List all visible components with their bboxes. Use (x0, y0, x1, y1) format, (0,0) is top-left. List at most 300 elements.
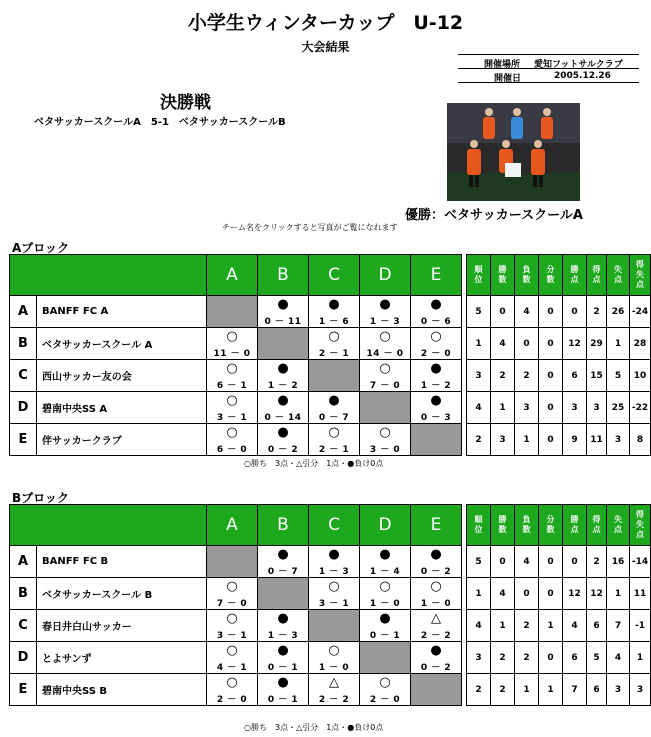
stat-cell: 3 (563, 392, 587, 424)
stat-header (539, 255, 563, 296)
result-symbol-icon: ○ (430, 329, 442, 344)
stat-cell: 1 (630, 642, 651, 674)
match-score: 0 － 3 (420, 413, 452, 423)
stat-cell: 3 (467, 642, 491, 674)
row-letter: B (10, 578, 37, 610)
stat-header (607, 255, 630, 296)
result-symbol-icon: ○ (379, 361, 391, 376)
match-cell (360, 360, 411, 392)
stat-header-label: 失点 (614, 265, 622, 284)
stat-header-label: 順位 (474, 515, 483, 534)
stat-cell: 11 (587, 424, 607, 456)
self-match-cell (258, 578, 309, 610)
stat-cell: 4 (467, 610, 491, 642)
match-score: 1 － 4 (369, 567, 401, 577)
stat-cell: 1 (467, 578, 491, 610)
match-score: 1 － 3 (318, 567, 350, 577)
column-header-label: B (277, 515, 289, 535)
team-row (10, 610, 651, 642)
result-symbol-icon: ● (277, 297, 289, 312)
stat-header (539, 505, 563, 546)
stat-cell: 0 (563, 296, 587, 328)
date-label: 開催日 (494, 74, 522, 84)
match-result (360, 424, 410, 455)
match-cell (309, 674, 360, 706)
match-cell (309, 392, 360, 424)
row-letter: A (10, 546, 37, 578)
block-label: Aブロック (12, 241, 70, 255)
row-letter: C (10, 360, 37, 392)
result-symbol-icon: ● (277, 393, 289, 408)
date-row (458, 68, 639, 83)
result-symbol-icon: ○ (226, 393, 238, 408)
result-symbol-icon: ○ (328, 425, 340, 440)
stat-header (467, 255, 491, 296)
result-symbol-icon: ○ (226, 361, 238, 376)
stat-cell: 16 (607, 546, 630, 578)
match-result (411, 360, 461, 391)
stat-header (491, 255, 515, 296)
team-name-link[interactable]: 碧南中央SS A (37, 392, 207, 424)
stat-cell: 1 (515, 424, 539, 456)
match-score: 0 － 6 (420, 317, 452, 327)
match-score: 6 － 0 (216, 445, 248, 455)
stat-cell: 6 (563, 360, 587, 392)
stat-cell: 1 (515, 674, 539, 706)
match-result (207, 610, 257, 641)
page-title: 小学生ウィンターカップ U-12 (187, 12, 464, 34)
stat-cell: 3 (607, 674, 630, 706)
stat-cell: 2 (515, 360, 539, 392)
stat-cell: 2 (467, 424, 491, 456)
match-cell (258, 296, 309, 328)
stat-header-label: 勝数 (498, 515, 507, 534)
stat-cell: 1 (607, 578, 630, 610)
match-cell (360, 610, 411, 642)
team-name-link[interactable]: 碧南中央SS B (37, 674, 207, 706)
stat-cell: -14 (630, 546, 651, 578)
header-row (10, 255, 651, 296)
match-cell (309, 296, 360, 328)
stat-cell: -22 (630, 392, 651, 424)
stat-cell: 0 (539, 642, 563, 674)
match-cell (411, 642, 462, 674)
result-symbol-icon: ● (277, 643, 289, 658)
match-score: 1 － 0 (318, 663, 350, 673)
match-result (207, 424, 257, 455)
stat-cell: 0 (491, 546, 515, 578)
stat-cell: 2 (491, 674, 515, 706)
self-match-cell (411, 674, 462, 706)
stat-cell: 1 (539, 674, 563, 706)
match-cell (360, 578, 411, 610)
stat-cell: 4 (467, 392, 491, 424)
team-row (10, 360, 651, 392)
result-symbol-icon: ○ (226, 329, 238, 344)
match-score: 3 － 0 (369, 445, 401, 455)
match-result (411, 296, 461, 327)
self-match-cell (207, 546, 258, 578)
match-score: 2 － 0 (420, 349, 452, 359)
match-cell (309, 578, 360, 610)
match-cell (411, 610, 462, 642)
match-result (207, 674, 257, 705)
match-result (207, 642, 257, 673)
standings-table (9, 254, 651, 456)
result-symbol-icon: ○ (226, 611, 238, 626)
match-result (258, 610, 308, 641)
column-header-label: A (226, 265, 238, 285)
column-header (207, 255, 258, 296)
stat-cell: 26 (607, 296, 630, 328)
match-result (411, 392, 461, 423)
stat-cell: 2 (515, 610, 539, 642)
stat-cell: -24 (630, 296, 651, 328)
match-cell (258, 546, 309, 578)
stat-cell: 4 (563, 610, 587, 642)
match-result (309, 546, 359, 577)
self-match-cell (360, 642, 411, 674)
match-result (258, 424, 308, 455)
stat-cell: 1 (467, 328, 491, 360)
match-cell (309, 328, 360, 360)
stat-cell: 1 (491, 610, 515, 642)
match-score: 7 － 0 (369, 381, 401, 391)
self-match-cell (309, 360, 360, 392)
match-cell (411, 578, 462, 610)
team-name-link[interactable]: BANFF FC A (37, 296, 207, 328)
match-result (360, 674, 410, 705)
stat-header-label: 負数 (522, 265, 531, 284)
stat-cell: 0 (539, 546, 563, 578)
stat-cell: 3 (467, 360, 491, 392)
result-symbol-icon: ● (430, 297, 442, 312)
self-match-cell (411, 424, 462, 456)
match-score: 14 － 0 (366, 349, 404, 359)
match-cell (207, 642, 258, 674)
result-symbol-icon: ● (328, 547, 340, 562)
match-result (258, 392, 308, 423)
match-result (207, 328, 257, 359)
match-score: 1 － 3 (267, 631, 299, 641)
result-symbol-icon: ● (430, 393, 442, 408)
stat-cell: 10 (630, 360, 651, 392)
match-cell (258, 424, 309, 456)
match-score: 2 － 0 (369, 695, 401, 705)
column-header (258, 505, 309, 546)
match-cell (207, 328, 258, 360)
stat-cell: 3 (587, 392, 607, 424)
match-score: 0 － 2 (267, 445, 299, 455)
stat-cell: 6 (587, 610, 607, 642)
match-score: 0 － 14 (264, 413, 302, 423)
match-result (360, 610, 410, 641)
match-cell (360, 674, 411, 706)
team-row (10, 578, 651, 610)
stat-header (491, 505, 515, 546)
match-result (411, 578, 461, 609)
self-match-cell (360, 392, 411, 424)
match-result (309, 424, 359, 455)
date-value: 2005.12.26 (554, 71, 611, 81)
result-symbol-icon: ● (430, 643, 442, 658)
block-label: Bブロック (12, 491, 69, 505)
stat-header-label: 負数 (522, 515, 531, 534)
stat-header (630, 505, 651, 546)
match-result (360, 360, 410, 391)
match-result (207, 360, 257, 391)
column-header-label: D (378, 265, 392, 285)
row-letter: D (10, 642, 37, 674)
self-match-cell (207, 296, 258, 328)
result-symbol-icon: ○ (379, 425, 391, 440)
team-name-link[interactable]: BANFF FC B (37, 546, 207, 578)
row-letter: E (10, 424, 37, 456)
match-cell (258, 392, 309, 424)
column-header-label: C (328, 265, 340, 285)
stat-cell: 0 (515, 578, 539, 610)
match-score: 0 － 1 (369, 631, 401, 641)
stat-header-label: 得点 (592, 265, 601, 284)
match-score: 2 － 1 (318, 349, 350, 359)
match-result (360, 296, 410, 327)
match-score: 1 － 0 (420, 599, 452, 609)
stat-cell: 2 (587, 296, 607, 328)
match-result (411, 642, 461, 673)
stat-cell: 3 (607, 424, 630, 456)
column-header (411, 505, 462, 546)
stat-cell: 0 (563, 546, 587, 578)
stat-cell: 5 (587, 642, 607, 674)
result-symbol-icon: ● (328, 297, 340, 312)
match-result (309, 296, 359, 327)
result-symbol-icon: ○ (328, 329, 340, 344)
result-symbol-icon: ● (277, 547, 289, 562)
result-symbol-icon: ● (277, 611, 289, 626)
stat-cell: 8 (630, 424, 651, 456)
stat-header (587, 255, 607, 296)
stat-cell: 7 (607, 610, 630, 642)
team-name-link[interactable]: ベタサッカースクール A (37, 328, 207, 360)
stat-cell: 4 (491, 578, 515, 610)
stat-cell: 9 (563, 424, 587, 456)
match-result (309, 642, 359, 673)
match-cell (411, 360, 462, 392)
header-corner (10, 505, 207, 546)
column-header (309, 505, 360, 546)
result-symbol-icon: ● (277, 425, 289, 440)
legend: ○勝ち 3点・△引分 1点・●負け0点 (244, 459, 384, 468)
row-letter: A (10, 296, 37, 328)
team-name-link[interactable]: 西山サッカー友の会 (37, 360, 207, 392)
match-result (258, 674, 308, 705)
stat-cell: 3 (515, 392, 539, 424)
stat-cell: 5 (467, 546, 491, 578)
column-header (360, 505, 411, 546)
stat-cell: 0 (539, 296, 563, 328)
stat-cell: 12 (563, 328, 587, 360)
result-symbol-icon: ● (379, 611, 391, 626)
result-symbol-icon: ○ (379, 675, 391, 690)
team-name-link[interactable]: ベタサッカースクール B (37, 578, 207, 610)
match-score: 2 － 2 (420, 631, 452, 641)
stat-header-label: 順位 (474, 265, 483, 284)
result-symbol-icon: ● (430, 547, 442, 562)
result-symbol-icon: ● (277, 361, 289, 376)
stat-cell: 1 (539, 610, 563, 642)
match-cell (258, 360, 309, 392)
stat-header (630, 255, 651, 296)
team-row (10, 424, 651, 456)
match-result (258, 360, 308, 391)
stat-cell: 4 (491, 328, 515, 360)
page-subtitle: 大会結果 (301, 40, 350, 54)
stat-cell: 1 (607, 328, 630, 360)
column-header (360, 255, 411, 296)
stat-cell: 12 (563, 578, 587, 610)
match-score: 0 － 11 (264, 317, 302, 327)
match-cell (258, 642, 309, 674)
winner-label: 優勝：ベタサッカースクールA (405, 208, 583, 223)
match-score: 7 － 0 (216, 599, 248, 609)
stat-cell: 4 (515, 546, 539, 578)
match-score: 2 － 0 (216, 695, 248, 705)
match-score: 3 － 1 (216, 631, 248, 641)
match-result (258, 642, 308, 673)
stat-header-label: 勝数 (498, 265, 507, 284)
final-result: ベタサッカースクールA 5-1 ベタサッカースクールB (34, 117, 286, 128)
stat-cell: 3 (491, 424, 515, 456)
row-letter: E (10, 674, 37, 706)
match-score: 4 － 1 (216, 663, 248, 673)
match-result (207, 578, 257, 609)
team-row (10, 392, 651, 424)
stat-cell: 2 (467, 674, 491, 706)
stat-header-label: 勝点 (570, 515, 579, 534)
match-result (360, 578, 410, 609)
stat-cell: 6 (563, 642, 587, 674)
result-symbol-icon: ● (379, 547, 391, 562)
match-cell (258, 674, 309, 706)
match-score: 0 － 1 (267, 663, 299, 673)
stat-cell: 5 (467, 296, 491, 328)
team-photo (447, 103, 580, 201)
match-score: 0 － 2 (420, 567, 452, 577)
stat-cell: 6 (587, 674, 607, 706)
column-header (411, 255, 462, 296)
stat-header (515, 255, 539, 296)
match-score: 3 － 1 (216, 413, 248, 423)
team-row (10, 642, 651, 674)
header-row (10, 505, 651, 546)
stat-cell: 0 (515, 328, 539, 360)
column-header (309, 255, 360, 296)
header-corner (10, 255, 207, 296)
result-symbol-icon: ○ (328, 643, 340, 658)
match-cell (411, 328, 462, 360)
click-note: チーム名をクリックすると写真がご覧になれます (222, 223, 398, 232)
result-symbol-icon: ○ (379, 329, 391, 344)
match-score: 1 － 6 (318, 317, 350, 327)
team-name-link[interactable]: とよサンず (37, 642, 207, 674)
match-result (309, 578, 359, 609)
team-name-link[interactable]: 春日井白山サッカー (37, 610, 207, 642)
match-cell (309, 424, 360, 456)
match-score: 1 － 2 (267, 381, 299, 391)
match-cell (411, 296, 462, 328)
match-score: 11 － 0 (213, 349, 251, 359)
match-cell (360, 546, 411, 578)
match-score: 1 － 3 (369, 317, 401, 327)
match-cell (207, 674, 258, 706)
match-result (411, 546, 461, 577)
match-result (309, 674, 359, 705)
stat-cell: 12 (587, 578, 607, 610)
stat-cell: 28 (630, 328, 651, 360)
match-score: 0 － 1 (267, 695, 299, 705)
venue-label: 開催場所 (484, 60, 521, 70)
column-header-label: E (430, 515, 442, 535)
row-letter: C (10, 610, 37, 642)
match-score: 1 － 2 (420, 381, 452, 391)
stat-header-label: 勝点 (570, 265, 579, 284)
stat-cell: -1 (630, 610, 651, 642)
stat-cell: 0 (539, 360, 563, 392)
stat-cell: 3 (630, 674, 651, 706)
match-result (207, 392, 257, 423)
match-cell (360, 328, 411, 360)
result-symbol-icon: ○ (430, 579, 442, 594)
stat-cell: 0 (491, 296, 515, 328)
result-symbol-icon: △ (329, 675, 339, 690)
result-symbol-icon: ○ (226, 643, 238, 658)
team-row (10, 546, 651, 578)
standings-table (9, 504, 651, 706)
stat-cell: 5 (607, 360, 630, 392)
stat-cell: 0 (539, 328, 563, 360)
match-cell (207, 424, 258, 456)
match-result (411, 328, 461, 359)
match-cell (360, 296, 411, 328)
team-name-link[interactable]: 伴サッカークラブ (37, 424, 207, 456)
match-cell (207, 610, 258, 642)
match-cell (207, 392, 258, 424)
match-result (411, 610, 461, 641)
stat-header-label: 得点 (592, 515, 601, 534)
match-score: 0 － 7 (267, 567, 299, 577)
match-cell (207, 360, 258, 392)
stat-header-label: 失点 (614, 515, 622, 534)
stat-header (467, 505, 491, 546)
final-title: 決勝戦 (160, 93, 211, 113)
row-letter: D (10, 392, 37, 424)
self-match-cell (309, 610, 360, 642)
self-match-cell (258, 328, 309, 360)
stat-header (563, 505, 587, 546)
column-header (207, 505, 258, 546)
match-cell (411, 546, 462, 578)
venue-value: 愛知フットサルクラブ (534, 60, 623, 70)
result-symbol-icon: ○ (379, 579, 391, 594)
column-header-label: C (328, 515, 340, 535)
stat-cell: 2 (491, 642, 515, 674)
match-result (309, 328, 359, 359)
stat-cell: 2 (515, 642, 539, 674)
column-header-label: E (430, 265, 442, 285)
result-symbol-icon: ○ (226, 675, 238, 690)
result-symbol-icon: ○ (226, 579, 238, 594)
match-score: 2 － 1 (318, 445, 350, 455)
